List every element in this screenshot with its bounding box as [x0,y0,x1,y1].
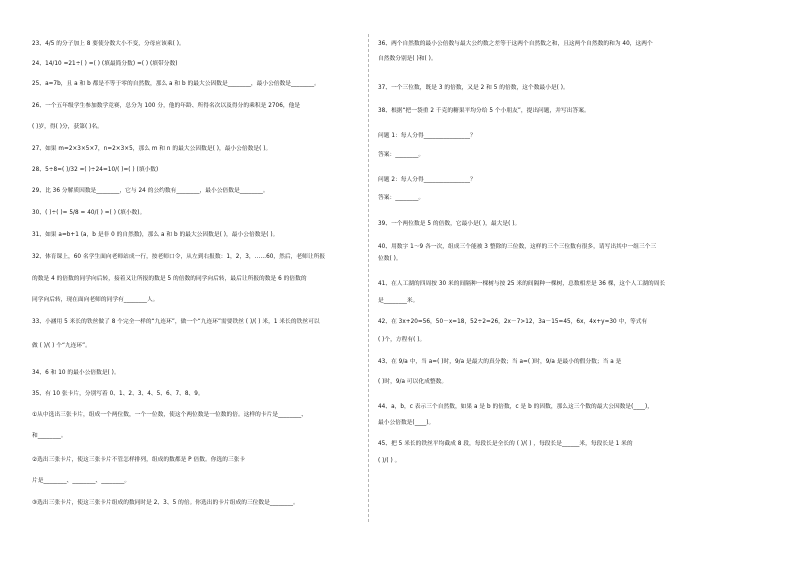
question-line: 30、( )÷( )= 5/8 = 40/( ) =( ) (填小数)。 [32,210,146,216]
question-line: 答案：________。 [378,152,425,158]
question-line: 位数( )。 [378,256,402,262]
question-line: 34、6 和 10 的最小公倍数是( )。 [32,370,120,376]
question-line: ③选出三张卡片，使这三张卡片组成的数同时是 2、3、5 的倍。你选出的卡片组成的三位数是________。 [32,500,299,506]
question-line: 26、一个五年级学生参加数学竞赛，总分为 100 分，他的年龄、所得名次以及得分的乘积是 2706，他是 [32,103,301,109]
question-line: 是________米。 [378,298,419,304]
question-line: 最小公倍数是(____)。 [378,420,435,426]
question-line: ( )岁，得( )分，获第( )名。 [32,124,103,130]
question-line: 23、4/5 的分子加上 8 要使分数大小不变，分母应该乘( )。 [32,41,185,47]
question-line: 40、用数字 1～9 各一次，组成三个能被 3 整除的三位数，这样的三个三位数有很多，请写出其中一组三个三 [378,244,657,250]
question-line: 24、14/10 =21÷( ) =( ) (填最简分数) =( ) (填带分数) [32,61,178,67]
question-line: ②选出三张卡片，使这三张卡片不管怎样排列，组成的数都是 P 倍数。你选的三张卡 [32,457,246,463]
question-line: 28、5÷8=( )/32 =( )÷24=10/( )=( ) (填小数) [32,167,159,173]
question-line: 31、如果 a=b+1 (a，b 是非 0 的自然数)，那么 a 和 b 的最大公因数是( )，最小公倍数是( )。 [32,232,279,238]
question-line: 39、一个两位数是 5 的倍数，它最小是( )，最大是( )。 [378,221,521,227]
question-line: 问题 1：每人分得________________？ [378,133,476,139]
question-line: 36、两个自然数的最小公倍数与最大公约数之差等于这两个自然数之和，且这两个自然数的和为 40，这两个 [378,41,653,47]
question-line: 和________。 [32,433,67,439]
question-line: 35、有 10 张卡片，分别写着 0、1、2、3、4、5、6、7、8、9。 [32,391,204,397]
question-line: 问题 2：每人分得________________？ [378,177,476,183]
question-line: ( )时，9/a 可以化成整数。 [378,379,448,385]
question-line: 27、如果 m=2×3×5×7，n=2×3×5，那么 m 和 n 的最大公因数是( )，最小公倍数是( )。 [32,146,272,152]
question-line: ( )/( ) 。 [378,458,401,464]
question-line: 做 ( )/( ) 个“九连环”。 [32,343,91,349]
question-line: 41、在人工湖的四周按 30 米的间隔种一棵树与按 25 米的间隔种一棵树，总数相差是 36 棵，这个人工湖的周长 [378,281,666,287]
question-line: 32、体育课上，60 名学生面向老师站成一行，按老师口令，从左到右报数：1，2，3，……60，然后，老师让所报 [32,254,326,260]
question-line: 29、比 36 分解质因数是________，它与 24 的公约数有________，最小公倍数是________。 [32,188,269,194]
question-line: 37、一个三位数，既是 3 的倍数，又是 2 和 5 的倍数，这个数最小是( )。 [378,85,569,91]
question-line: 33、小涵用 5 米长的铁丝做了 8 个完全一样的“九连环”，做一个“九连环”需要铁丝 ( )/( ) 米，1 米长的铁丝可以 [32,319,320,325]
question-line: 45、把 5 米长的铁丝平均截成 8 段，每段长是全长的 ( )/( ) ，每段长是______米，每段长是 1 米的 [378,441,633,447]
question-line: 同学向后转，现在面向老师的同学有________人。 [32,297,159,303]
question-line: ①从中选出三张卡片，组成一个两位数，一个一位数，使这个两位数是一位数的倍。这样的卡片是________、 [32,412,308,418]
question-line: ( )个，方程有( )。 [378,337,426,343]
question-line: 42、在 3x+20=56，50－x=18，52÷2=26，2x－7>12，3a－15=45，6x，4x+y=30 中，等式有 [378,319,648,325]
question-line: 43、在 9/a 中，当 a=( )时，9/a 是最大的真分数；当 a=( )时，9/a 是最小的假分数；当 a 是 [378,359,622,365]
question-line: 自然数分别是( )和( )。 [378,56,437,62]
question-line: 答案：________。 [378,195,425,201]
question-line: 的数是 4 的倍数的同学向后转，接着又让所报的数是 5 的倍数的同学向后转，最后让所报的数是 6 的倍数的 [32,276,307,282]
question-line: 44、a，b，c 表示三个自然数，如果 a 是 b 的倍数，c 是 b 的因数，那么这三个数的最大公因数是(____)， [378,404,654,410]
question-line: 38、根据“把一袋重 2 千克的糖果平均分给 5 个小朋友”，提出问题，并写出答案。 [378,108,590,114]
question-line: 片是________、________、________。 [32,478,131,484]
column-divider [368,34,369,522]
question-line: 25、a=7b，且 a 和 b 都是不等于零的自然数，那么 a 和 b 的最大公因数是________，最小公倍数是________。 [32,81,320,87]
